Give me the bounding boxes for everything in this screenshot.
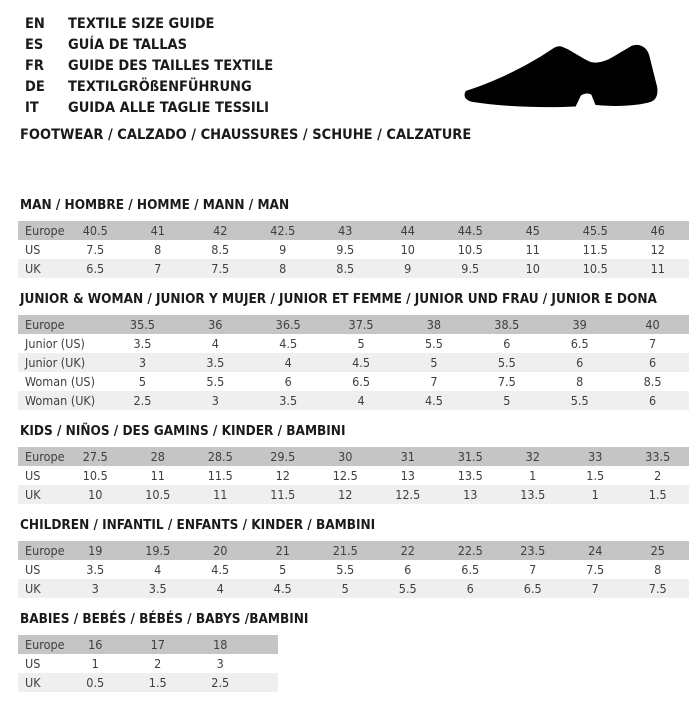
table-row xyxy=(18,654,278,673)
size-cell: 1 xyxy=(91,656,99,671)
size-cell: 6 xyxy=(503,336,511,351)
filler-cell xyxy=(252,673,278,692)
size-cell: 5.5 xyxy=(543,391,616,410)
size-cell: 5 xyxy=(138,374,147,389)
size-table xyxy=(18,221,689,278)
row-label: Woman (UK) xyxy=(18,391,106,410)
size-cell: 3.5 xyxy=(86,562,105,577)
size-cell: 12 xyxy=(275,468,290,483)
size-cell: 44 xyxy=(377,221,440,240)
size-cell: 2.5 xyxy=(106,391,179,410)
table-row xyxy=(18,221,689,240)
row-label: Europe xyxy=(18,635,64,654)
table-row xyxy=(18,673,278,692)
size-cell: 5.5 xyxy=(206,374,225,389)
size-cell: 19 xyxy=(64,541,127,560)
size-cell: 17 xyxy=(127,635,190,654)
size-cell: 6.5 xyxy=(352,374,370,389)
language-row xyxy=(25,14,273,35)
table-row xyxy=(18,466,689,485)
size-cell: 5.5 xyxy=(336,562,355,577)
table-row xyxy=(18,259,689,278)
size-cell: 20 xyxy=(189,541,252,560)
size-cell: 37.5 xyxy=(325,315,398,334)
size-cell: 1.5 xyxy=(127,673,190,692)
language-row xyxy=(25,98,273,119)
size-cell: 39 xyxy=(543,315,616,334)
size-cell: 6 xyxy=(616,391,689,410)
size-cell: 38 xyxy=(398,315,471,334)
size-cell: 31.5 xyxy=(439,447,502,466)
size-cell: 4 xyxy=(154,562,162,577)
size-cell: 7 xyxy=(127,259,190,278)
size-cell: 22.5 xyxy=(439,541,502,560)
section-title: CHILDREN / INFANTIL / ENFANTS / KINDER / BAMBINI xyxy=(20,517,376,533)
size-cell: 5 xyxy=(314,579,377,598)
size-cell: 9 xyxy=(377,259,440,278)
size-cell: 1 xyxy=(564,485,627,504)
size-cell: 4.5 xyxy=(325,353,398,372)
size-cell: 0.5 xyxy=(64,673,127,692)
size-cell: 31 xyxy=(377,447,440,466)
size-cell: 6 xyxy=(439,579,502,598)
size-cell: 33.5 xyxy=(627,447,690,466)
size-table xyxy=(18,541,689,598)
size-cell: 36 xyxy=(179,315,252,334)
row-label: Europe xyxy=(18,541,64,560)
table-row xyxy=(18,635,278,654)
size-cell: 21 xyxy=(252,541,315,560)
size-cell: 1.5 xyxy=(586,468,605,483)
size-cell: 3 xyxy=(179,391,252,410)
filler-cell xyxy=(252,635,278,654)
size-cell: 21.5 xyxy=(314,541,377,560)
size-cell: 5.5 xyxy=(377,579,440,598)
shoe-icon xyxy=(461,39,666,110)
size-cell: 3.5 xyxy=(133,336,152,351)
size-cell: 3.5 xyxy=(252,391,325,410)
size-cell: 6.5 xyxy=(64,259,127,278)
size-cell: 9 xyxy=(279,242,287,257)
size-cell: 6 xyxy=(404,562,412,577)
size-cell: 10 xyxy=(64,485,127,504)
size-cell: 1 xyxy=(529,468,537,483)
size-cell: 1.5 xyxy=(627,485,690,504)
size-cell: 4 xyxy=(325,391,398,410)
size-cell: 7.5 xyxy=(189,259,252,278)
size-cell: 40 xyxy=(616,315,689,334)
size-cell: 2.5 xyxy=(189,673,252,692)
size-cell: 7 xyxy=(564,579,627,598)
row-label: Junior (US) xyxy=(25,336,85,351)
size-cell: 19.5 xyxy=(127,541,190,560)
row-label: Woman (US) xyxy=(25,374,95,389)
language-row xyxy=(25,56,273,77)
size-cell: 16 xyxy=(64,635,127,654)
size-cell: 12.5 xyxy=(377,485,440,504)
size-cell: 27.5 xyxy=(64,447,127,466)
size-cell: 41 xyxy=(127,221,190,240)
size-cell: 29.5 xyxy=(252,447,315,466)
size-cell: 11.5 xyxy=(252,485,315,504)
size-cell: 38.5 xyxy=(470,315,543,334)
size-cell: 6.5 xyxy=(570,336,589,351)
size-cell: 4.5 xyxy=(398,391,471,410)
size-cell: 5.5 xyxy=(470,353,543,372)
size-cell: 5 xyxy=(357,336,365,351)
size-table xyxy=(18,447,689,504)
size-cell: 12.5 xyxy=(332,468,358,483)
row-label: UK xyxy=(18,259,64,278)
size-cell: 13.5 xyxy=(502,485,565,504)
language-code: EN xyxy=(25,16,45,32)
section-title: MAN / HOMBRE / HOMME / MANN / MAN xyxy=(20,197,290,213)
size-cell: 6 xyxy=(284,374,292,389)
language-title: GUIDE DES TAILLES TEXTILE xyxy=(68,58,274,74)
table-row xyxy=(18,315,689,334)
table-row xyxy=(18,391,689,410)
language-code: DE xyxy=(25,79,45,95)
size-cell: 8 xyxy=(252,259,315,278)
language-title: GUÍA DE TALLAS xyxy=(68,37,188,53)
section-title: BABIES / BEBÉS / BÉBÉS / BABYS /BAMBINI xyxy=(20,611,309,627)
size-cell: 7 xyxy=(430,374,438,389)
size-cell: 5.5 xyxy=(424,336,443,351)
size-table-section xyxy=(18,197,693,278)
language-title: TEXTILE SIZE GUIDE xyxy=(68,16,215,32)
size-cell: 4.5 xyxy=(211,562,230,577)
row-label: US xyxy=(25,468,41,483)
table-row xyxy=(18,485,689,504)
size-cell: 10.5 xyxy=(127,485,190,504)
size-cell: 10.5 xyxy=(82,468,108,483)
size-cell: 7.5 xyxy=(497,374,516,389)
size-cell: 30 xyxy=(314,447,377,466)
size-tables xyxy=(18,197,693,705)
row-label: US xyxy=(25,242,41,257)
size-cell: 10.5 xyxy=(564,259,627,278)
size-table xyxy=(18,635,278,692)
size-cell: 4 xyxy=(211,336,219,351)
size-cell: 8.5 xyxy=(211,242,230,257)
table-row xyxy=(18,447,689,466)
row-label: UK xyxy=(18,673,64,692)
size-cell: 11 xyxy=(189,485,252,504)
size-cell: 11 xyxy=(627,259,690,278)
size-cell: 3 xyxy=(64,579,127,598)
size-cell: 28 xyxy=(127,447,190,466)
size-cell: 5 xyxy=(398,353,471,372)
row-label: US xyxy=(25,656,41,671)
size-cell: 28.5 xyxy=(189,447,252,466)
language-code: ES xyxy=(25,37,44,53)
size-cell: 7.5 xyxy=(86,242,105,257)
size-cell: 44.5 xyxy=(439,221,502,240)
row-label: Europe xyxy=(18,447,64,466)
size-cell: 11 xyxy=(150,468,165,483)
size-cell: 4 xyxy=(189,579,252,598)
row-label: Junior (UK) xyxy=(18,353,106,372)
size-cell: 7.5 xyxy=(586,562,605,577)
size-cell: 4 xyxy=(252,353,325,372)
size-cell: 8 xyxy=(576,374,584,389)
size-cell: 42 xyxy=(189,221,252,240)
size-table xyxy=(18,315,689,410)
size-cell: 2 xyxy=(154,656,162,671)
size-cell: 32 xyxy=(502,447,565,466)
category-heading: FOOTWEAR / CALZADO / CHAUSSURES / SCHUHE / CALZATURE xyxy=(20,127,472,143)
row-label: Europe xyxy=(18,315,106,334)
row-label: UK xyxy=(18,485,64,504)
table-row xyxy=(18,579,689,598)
size-cell: 42.5 xyxy=(252,221,315,240)
size-cell: 33 xyxy=(564,447,627,466)
size-cell: 6 xyxy=(543,353,616,372)
size-cell: 9.5 xyxy=(439,259,502,278)
size-cell: 7 xyxy=(648,336,657,351)
size-cell: 22 xyxy=(377,541,440,560)
size-cell: 13 xyxy=(400,468,415,483)
size-cell: 13 xyxy=(439,485,502,504)
size-cell: 10 xyxy=(400,242,415,257)
language-row xyxy=(25,77,273,98)
language-code: FR xyxy=(25,58,44,74)
size-cell: 43 xyxy=(314,221,377,240)
size-cell: 13.5 xyxy=(457,468,483,483)
size-cell: 11 xyxy=(525,242,540,257)
size-cell: 3.5 xyxy=(179,353,252,372)
language-code: IT xyxy=(25,100,39,116)
size-table-section xyxy=(18,611,693,692)
size-cell: 2 xyxy=(654,468,662,483)
table-row xyxy=(18,353,689,372)
size-cell: 5 xyxy=(470,391,543,410)
size-cell: 8.5 xyxy=(643,374,662,389)
size-cell: 8.5 xyxy=(314,259,377,278)
size-cell: 35.5 xyxy=(106,315,179,334)
language-title: GUIDA ALLE TAGLIE TESSILI xyxy=(68,100,269,116)
row-label: US xyxy=(25,562,41,577)
table-row xyxy=(18,560,689,579)
table-row xyxy=(18,372,689,391)
size-cell: 3.5 xyxy=(127,579,190,598)
size-table-section xyxy=(18,291,693,410)
size-cell: 46 xyxy=(627,221,690,240)
size-cell: 6.5 xyxy=(502,579,565,598)
size-cell: 10.5 xyxy=(457,242,483,257)
size-cell: 23.5 xyxy=(502,541,565,560)
filler-cell xyxy=(252,654,278,673)
size-cell: 7 xyxy=(529,562,537,577)
size-cell: 4.5 xyxy=(279,336,298,351)
section-title: KIDS / NIÑOS / DES GAMINS / KINDER / BAMBINI xyxy=(20,423,346,439)
section-title: JUNIOR & WOMAN / JUNIOR Y MUJER / JUNIOR ET FEMME / JUNIOR UND FRAU / JUNIOR E DONA xyxy=(20,291,657,307)
size-cell: 4.5 xyxy=(252,579,315,598)
language-title: TEXTILGRÖßENFÜHRUNG xyxy=(68,79,252,95)
row-label: UK xyxy=(18,579,64,598)
size-cell: 25 xyxy=(627,541,690,560)
size-cell: 45.5 xyxy=(564,221,627,240)
size-cell: 40.5 xyxy=(64,221,127,240)
table-row xyxy=(18,334,689,353)
size-cell: 11.5 xyxy=(207,468,233,483)
row-label: Europe xyxy=(18,221,64,240)
size-table-section xyxy=(18,517,693,598)
size-cell: 24 xyxy=(564,541,627,560)
size-cell: 9.5 xyxy=(336,242,355,257)
size-table-section xyxy=(18,423,693,504)
language-title-list xyxy=(25,14,273,119)
size-cell: 8 xyxy=(654,562,662,577)
size-cell: 12 xyxy=(650,242,665,257)
size-cell: 10 xyxy=(502,259,565,278)
size-cell: 36.5 xyxy=(252,315,325,334)
size-cell: 3 xyxy=(106,353,179,372)
size-cell: 18 xyxy=(189,635,252,654)
size-cell: 3 xyxy=(216,656,224,671)
size-cell: 11.5 xyxy=(582,242,608,257)
size-cell: 12 xyxy=(314,485,377,504)
table-row xyxy=(18,541,689,560)
table-row xyxy=(18,240,689,259)
size-cell: 6.5 xyxy=(461,562,480,577)
size-cell: 5 xyxy=(279,562,287,577)
language-row xyxy=(25,35,273,56)
size-cell: 6 xyxy=(616,353,689,372)
size-cell: 45 xyxy=(502,221,565,240)
size-cell: 7.5 xyxy=(627,579,690,598)
size-cell: 8 xyxy=(154,242,162,257)
